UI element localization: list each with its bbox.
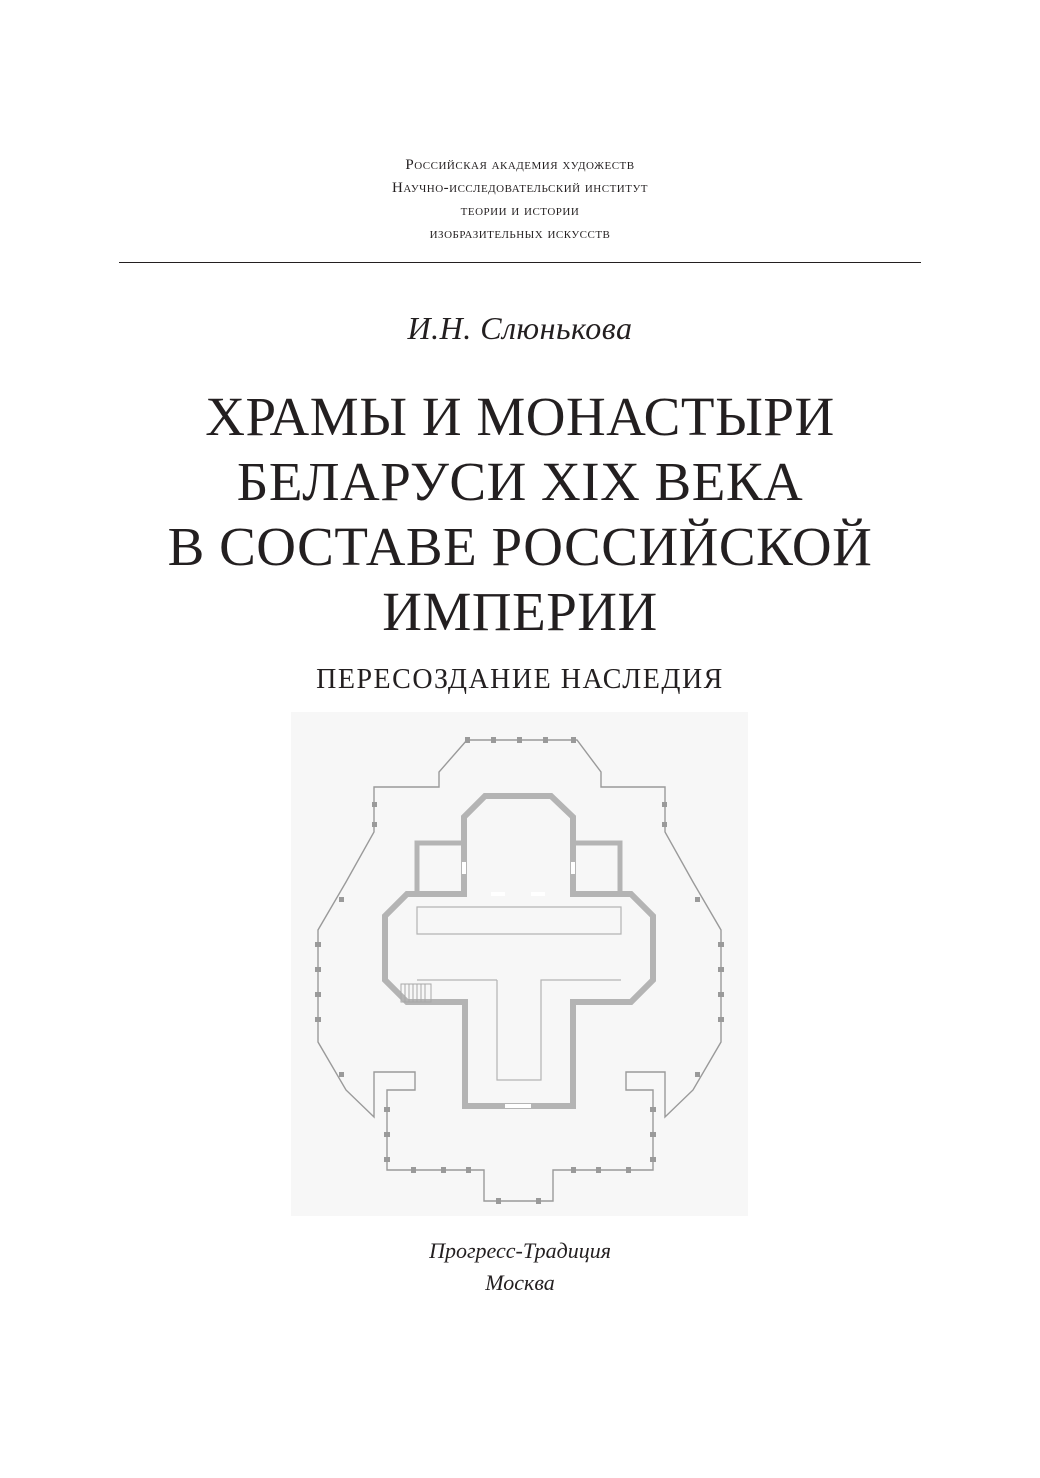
institution-research: Научно-исследовательский институт [392,180,648,196]
publisher-name: Прогресс-Традиция [429,1238,611,1263]
institution-academy: Российская академия художеств [405,157,635,173]
title-line-4: ИМПЕРИИ [382,581,658,642]
publisher-block [0,1235,1040,1299]
window-openings [462,862,575,1108]
author-name: И.Н. Слюнькова [407,310,633,346]
title-line-1: ХРАМЫ И МОНАСТЫРИ [205,386,835,447]
inner-nave-lines [417,907,621,1080]
title-line-3: В СОСТАВЕ РОССИЙСКОЙ [167,516,873,577]
book-subtitle: ПЕРЕСОЗДАНИЕ НАСЛЕДИЯ [316,664,724,695]
column-marks [315,737,724,1204]
church-floor-plan [291,712,748,1216]
book-title [0,384,1040,644]
right-chapel [573,843,620,894]
institution-theory: теории и истории [460,203,580,219]
gallery-outline [318,740,721,1201]
floor-plan-drawing [291,712,748,1216]
publisher-city: Москва [485,1270,555,1295]
institution-block [0,154,1040,246]
title-line-2: БЕЛАРУСИ XIX ВЕКА [236,451,804,512]
left-chapel [417,843,464,894]
institution-fine-arts: изобразительных искусств [429,226,611,242]
header-divider [119,262,921,263]
